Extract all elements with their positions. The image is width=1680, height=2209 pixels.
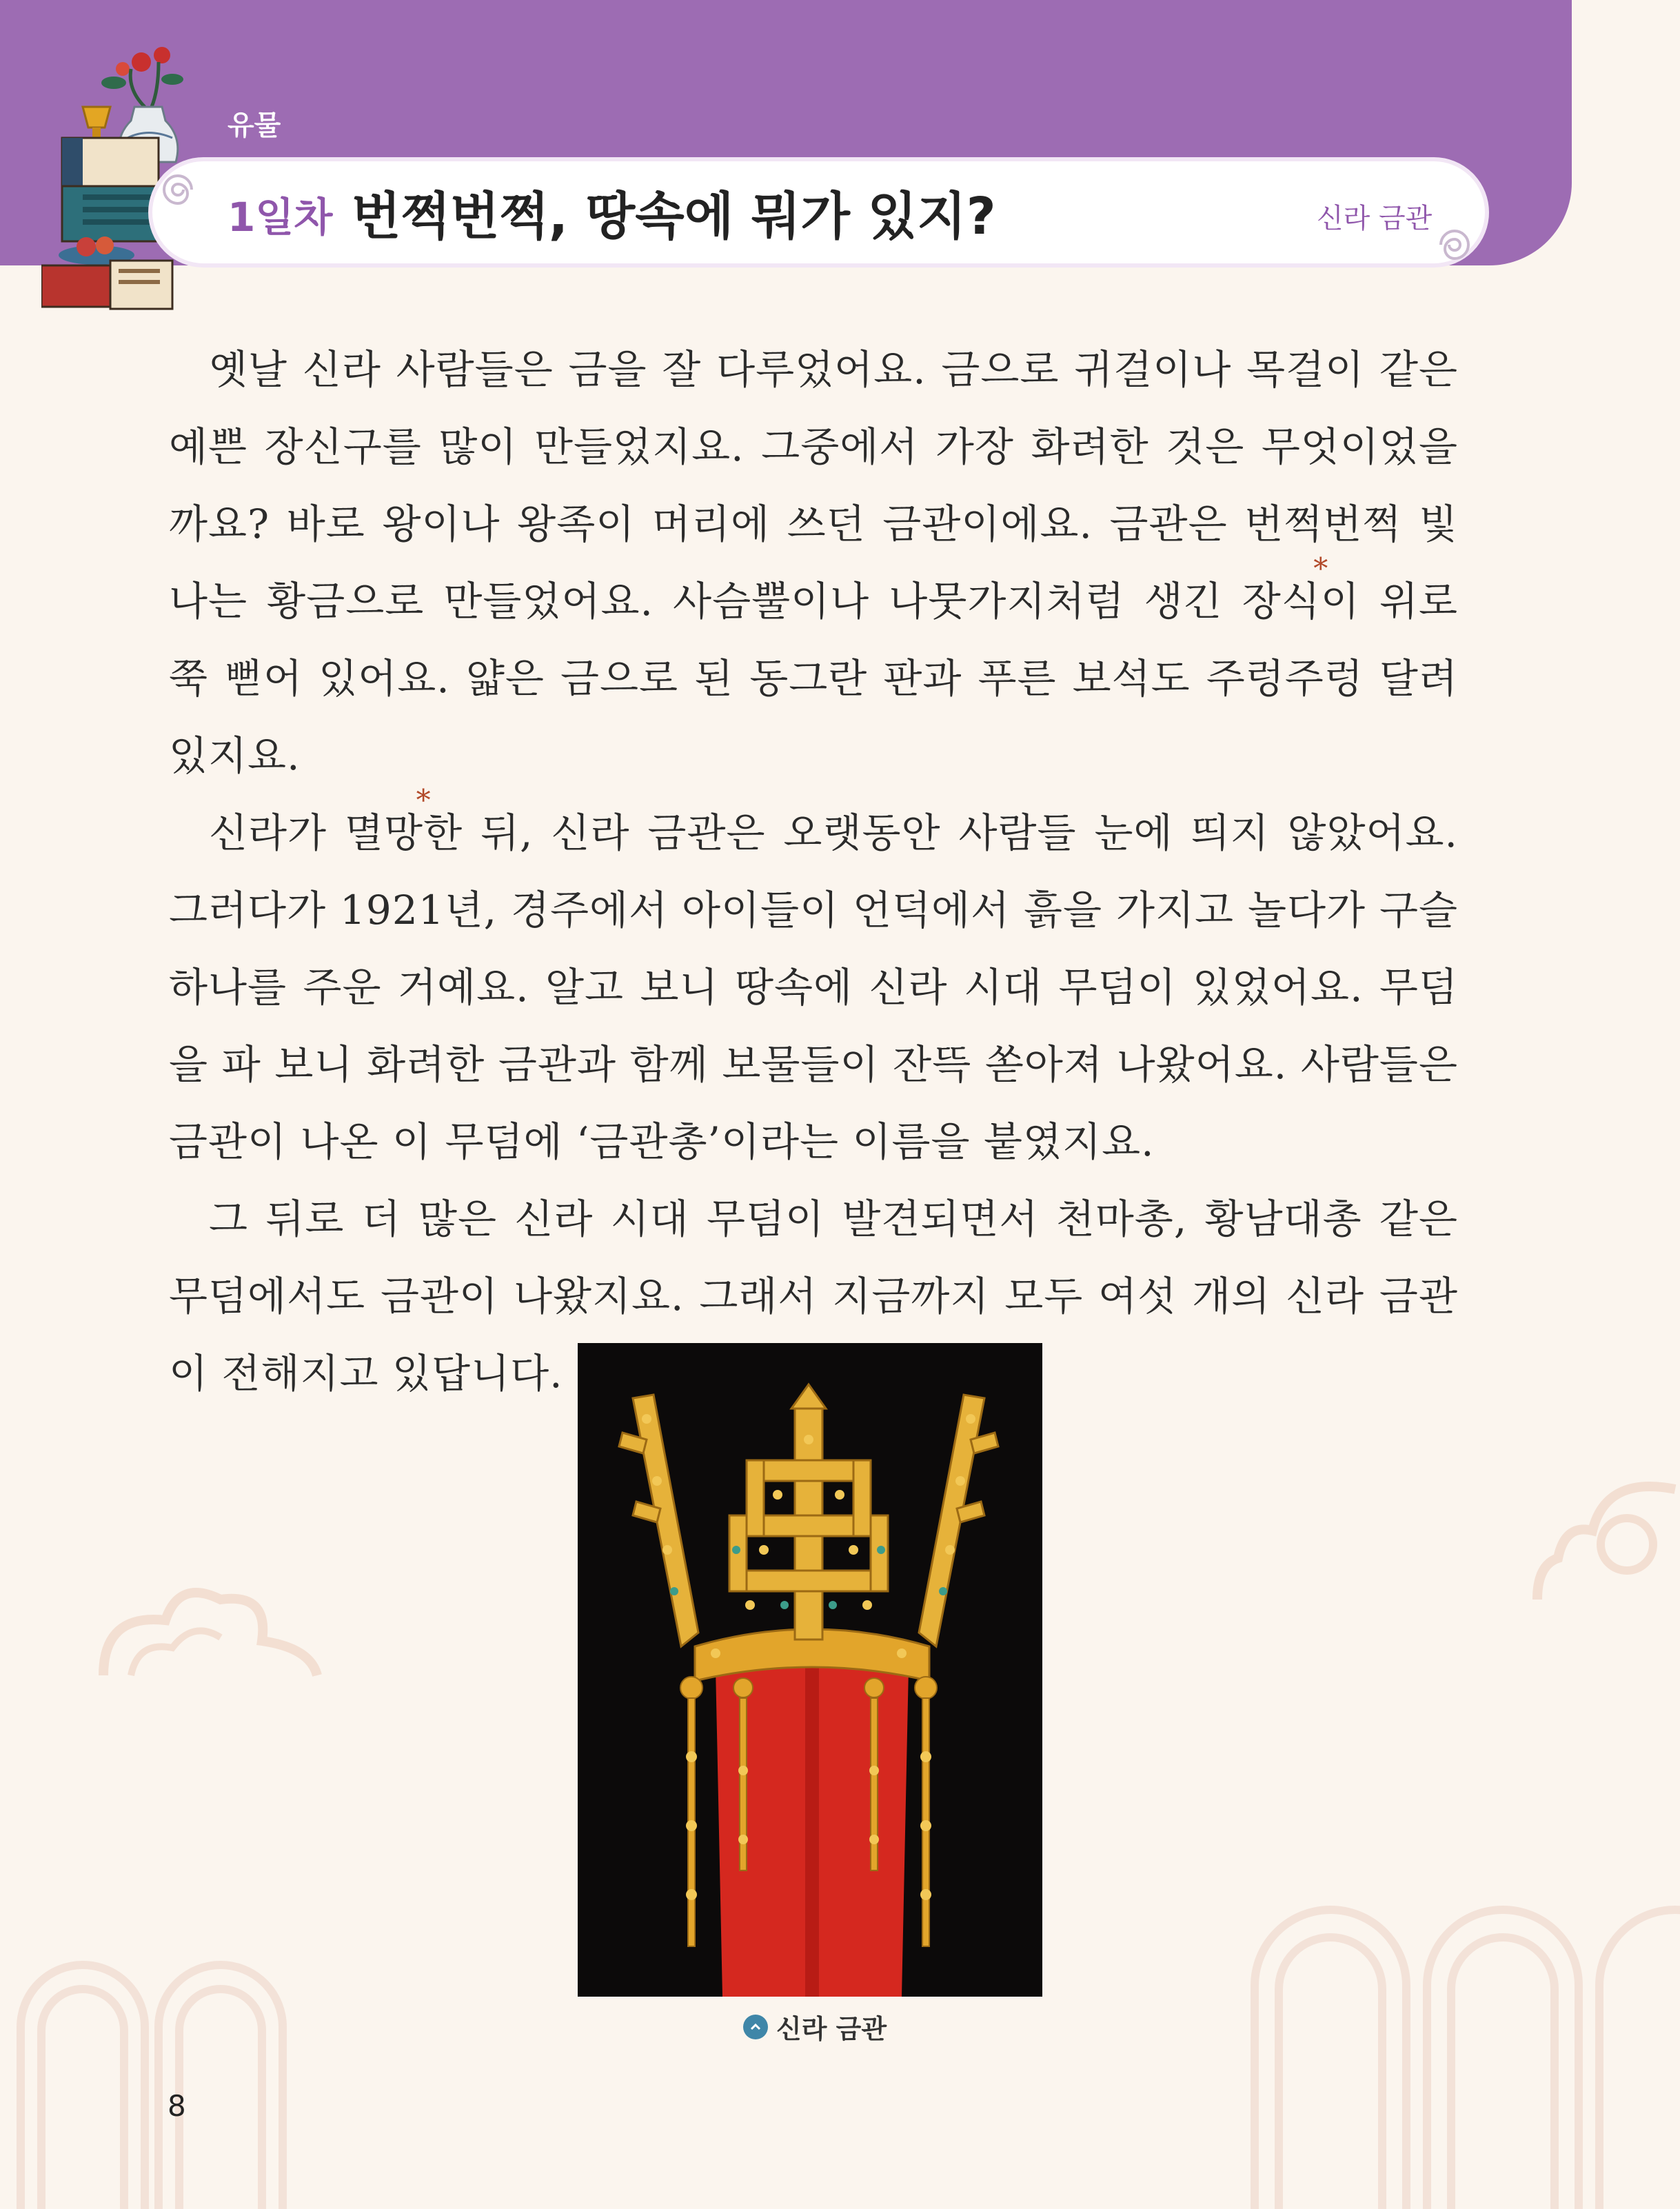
paragraph: 그 뒤로 더 많은 신라 시대 무덤이 발견되면서 천마총, 황남대총 같은 무덤에서도 금관이 나왔지요. 그래서 지금까지 모두 여섯 개의 신라 금관이 전해지고 있답니다. [169, 1196, 1458, 1397]
silla-gold-crown-photo [578, 1343, 1042, 1997]
figure-caption [743, 2008, 887, 2046]
paragraph [169, 331, 1458, 794]
cloud-pattern-decoration [90, 1572, 324, 1710]
subject-label: 신라 금관 [1317, 203, 1433, 234]
cloud-swirl-icon [157, 169, 199, 210]
category-label: 유물 [227, 110, 281, 141]
paragraph-text: 한 뒤, 신라 금관은 오랫동안 사람들 눈에 띄지 않았어요. 그러다가 1921년, 경주에서 아이들이 언덕에서 흙을 가지고 놀다가 구슬 하나를 주운 거예요. 알고 보니 땅속에 신라 시대 무덤이 있었어요. 무덤을 파 보니 화려한 금관과 함께 보물들이 잔뜩 쏟아져 나왔어요. 사람들은 금관이 나온 이 무덤에 ‘금관총’이라는 이름을 붙였지요. [169, 809, 1458, 1165]
cloud-swirl-icon [1434, 224, 1475, 265]
footnote-marked-word: * 식 [1282, 578, 1321, 625]
article-body [169, 331, 1458, 1412]
page-number: 8 [168, 2089, 186, 2123]
footnote-marked-word: * 망 [384, 809, 423, 856]
chevron-up-icon [743, 2015, 768, 2039]
paragraph-text: 신라가 멸 [209, 809, 385, 856]
cloud-pattern-decoration [1510, 1462, 1680, 1627]
arch-pattern-decoration [0, 1889, 303, 2209]
paragraph-text: 이 위로 쭉 뻗어 있어요. 얇은 금으로 된 동그란 판과 푸른 보석도 주렁주렁 달려 있지요. [169, 578, 1458, 779]
day-label: 1일차 [227, 194, 333, 241]
paragraph-text: 옛날 신라 사람들은 금을 잘 다루었어요. 금으로 귀걸이나 목걸이 같은 예쁜 장신구를 많이 만들었지요. 그중에서 가장 화려한 것은 무엇이었을까요? 바로 왕이나 왕족이 머리에 쓰던 금관이에요. 금관은 번쩍번쩍 빛나는 황금으로 만들었어요. 사슴뿔이나 나뭇가지처럼 생긴 장 [169, 346, 1458, 625]
caption-text: 신라 금관 [776, 2014, 887, 2044]
page-title: 번쩍번쩍, 땅속에 뭐가 있지? [352, 187, 996, 246]
paragraph [169, 794, 1458, 1180]
arch-pattern-decoration [1241, 1834, 1680, 2209]
